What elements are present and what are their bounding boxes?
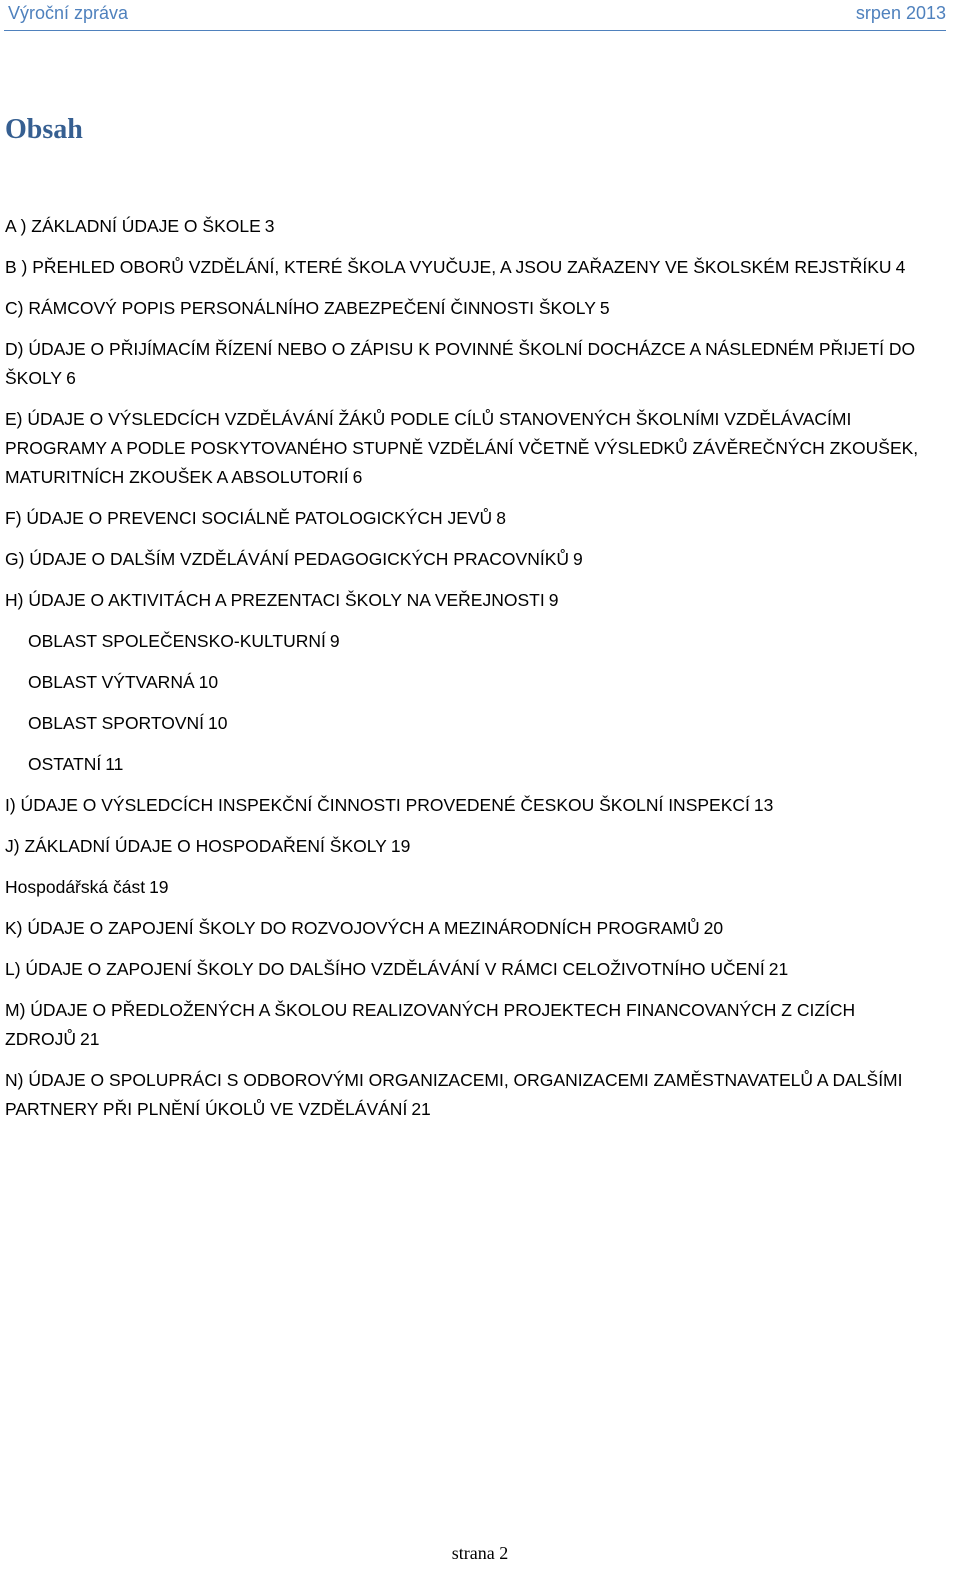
toc-entry-text: I) ÚDAJE O VÝSLEDCÍCH INSPEKČNÍ ČINNOSTI PROVEDENÉ ČESKOU ŠKOLNÍ INSPEKCÍ (5, 795, 750, 815)
toc-subentry[interactable] (5, 627, 950, 656)
header-date: srpen 2013 (855, 3, 946, 23)
toc-entry[interactable] (5, 955, 950, 984)
toc-title: Obsah (5, 114, 83, 145)
toc-entry-text: C) RÁMCOVÝ POPIS PERSONÁLNÍHO ZABEZPEČENÍ ČINNOSTI ŠKOLY (5, 298, 596, 318)
toc-entry-page: 9 (573, 549, 583, 569)
toc-entry[interactable] (5, 504, 950, 533)
toc-entry[interactable] (5, 294, 950, 323)
toc-subentry[interactable] (5, 750, 950, 779)
toc-entry-page: 19 (149, 877, 169, 897)
toc-entry-text: J) ZÁKLADNÍ ÚDAJE O HOSPODAŘENÍ ŠKOLY (5, 836, 387, 856)
toc-entry-text: L) ÚDAJE O ZAPOJENÍ ŠKOLY DO DALŠÍHO VZDĚLÁVÁNÍ V RÁMCI CELOŽIVOTNÍHO UČENÍ (5, 959, 765, 979)
toc-entry[interactable] (5, 914, 950, 943)
toc-entry[interactable] (5, 545, 950, 574)
toc-entry-page: 13 (753, 795, 774, 815)
page-number: strana 2 (451, 1543, 509, 1563)
toc-entry[interactable] (5, 586, 950, 615)
toc-entry-text: D) ÚDAJE O PŘIJÍMACÍM ŘÍZENÍ NEBO O ZÁPISU K POVINNÉ ŠKOLNÍ DOCHÁZCE A NÁSLEDNÉM PŘIJETÍ DO ŠKOLY (5, 339, 916, 388)
toc-entry-page: 9 (329, 631, 340, 651)
toc-entry-page: 10 (198, 672, 219, 692)
toc-entry-page: 9 (548, 590, 559, 610)
toc-entry-page: 11 (105, 754, 124, 774)
toc-entry[interactable] (5, 791, 950, 820)
toc-entry-text: B ) PŘEHLED OBORŮ VZDĚLÁNÍ, KTERÉ ŠKOLA VYUČUJE, A JSOU ZAŘAZENY VE ŠKOLSKÉM REJSTŘÍKU (5, 257, 892, 277)
toc-entry-text: H) ÚDAJE O AKTIVITÁCH A PREZENTACI ŠKOLY NA VEŘEJNOSTI (5, 590, 545, 610)
toc-entry-text: K) ÚDAJE O ZAPOJENÍ ŠKOLY DO ROZVOJOVÝCH A MEZINÁRODNÍCH PROGRAMŮ (5, 918, 700, 938)
header-document-title: Výroční zpráva (8, 3, 129, 23)
toc-entry[interactable] (5, 996, 950, 1054)
toc-entry-page: 6 (352, 467, 363, 487)
toc-entry[interactable] (5, 212, 950, 241)
toc-entry-text: N) ÚDAJE O SPOLUPRÁCI S ODBOROVÝMI ORGANIZACEMI, ORGANIZACEMI ZAMĚSTNAVATELŮ A DALŠÍMI PARTNERY PŘI PLNĚNÍ ÚKOLŮ VE VZDĚLÁVÁNÍ (5, 1070, 903, 1119)
toc-entry-page: 21 (768, 959, 789, 979)
toc-entry-text: A ) ZÁKLADNÍ ÚDAJE O ŠKOLE (5, 216, 261, 236)
toc-entry-text: OBLAST SPOLEČENSKO-KULTURNÍ (28, 631, 326, 651)
toc-entry-text: OBLAST VÝTVARNÁ (28, 672, 195, 692)
toc-entry-page: 21 (411, 1099, 431, 1119)
toc-entry-text: Hospodářská část (5, 877, 146, 897)
toc-entry-text: G) ÚDAJE O DALŠÍM VZDĚLÁVÁNÍ PEDAGOGICKÝCH PRACOVNÍKŮ (5, 549, 569, 569)
toc-entry-page: 10 (208, 713, 228, 733)
toc-entry-page: 5 (599, 298, 610, 318)
toc-entry-page: 21 (79, 1029, 100, 1049)
toc-entry-text: OSTATNÍ (28, 754, 102, 774)
toc-entry[interactable] (5, 335, 950, 393)
toc-entry-page: 20 (703, 918, 724, 938)
toc-entry[interactable] (5, 1066, 950, 1124)
toc-entry-page: 3 (264, 216, 275, 236)
toc-entry[interactable] (5, 873, 950, 902)
toc-entry[interactable] (5, 832, 950, 861)
toc-entry[interactable] (5, 253, 950, 282)
page-header (4, 0, 946, 31)
toc-entry-page: 8 (496, 508, 506, 528)
toc-entry-text: E) ÚDAJE O VÝSLEDCÍCH VZDĚLÁVÁNÍ ŽÁKŮ PODLE CÍLŮ STANOVENÝCH ŠKOLNÍMI VZDĚLÁVACÍMI PROGRAMY A PODLE POSKYTOVANÉHO STUPNĚ VZDĚLÁNÍ VČETNĚ VÝSLEDKŮ ZÁVĚREČNÝCH ZKOUŠEK, MATURITNÍCH ZKOUŠEK A ABSOLUTORIÍ (5, 409, 919, 487)
toc-subentry[interactable] (5, 709, 950, 738)
toc-entry-page: 19 (390, 836, 411, 856)
toc-entry[interactable] (5, 405, 950, 492)
table-of-contents (5, 212, 950, 1136)
toc-entry-page: 6 (66, 368, 76, 388)
toc-subentry[interactable] (5, 668, 950, 697)
toc-entry-text: M) ÚDAJE O PŘEDLOŽENÝCH A ŠKOLOU REALIZOVANÝCH PROJEKTECH FINANCOVANÝCH Z CIZÍCH ZDROJŮ (5, 1000, 856, 1049)
toc-entry-text: OBLAST SPORTOVNÍ (28, 713, 205, 733)
toc-entry-text: F) ÚDAJE O PREVENCI SOCIÁLNĚ PATOLOGICKÝCH JEVŮ (5, 508, 493, 528)
toc-entry-page: 4 (895, 257, 906, 277)
